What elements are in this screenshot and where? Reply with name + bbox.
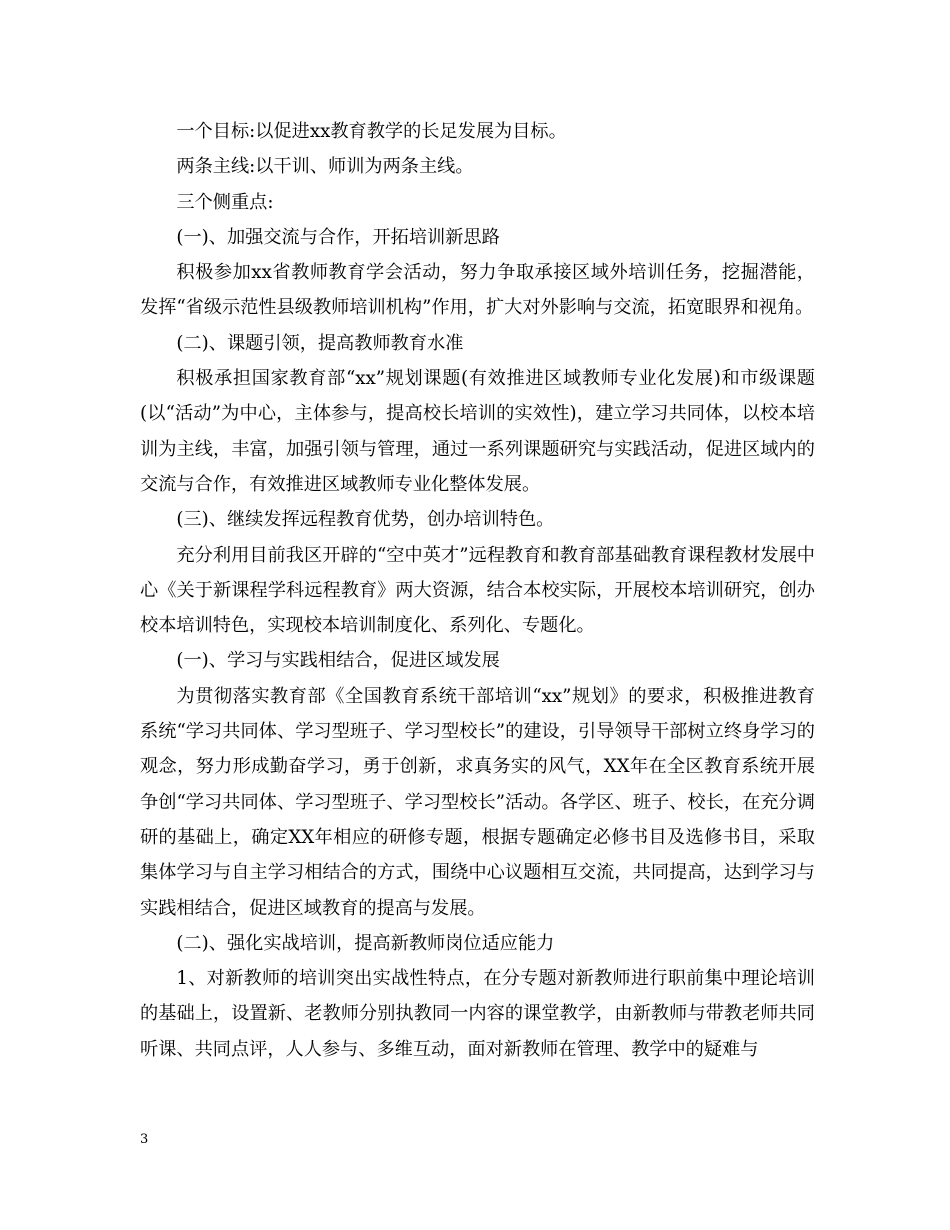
paragraph-section-3-body: 充分利用目前我区开辟的“空中英才”远程教育和教育部基础教育课程教材发展中心《关于新课程学科远程教育》两大资源，结合本校实际，开展校本培训研究，创办校本培训特色，实现校本培训制度化、系列化、专题化。: [140, 544, 815, 637]
paragraph-section-1-body: 积极参加xx省教师教育学会活动，努力争取承接区域外培训任务，挖掘潜能，发挥“省级示范性县级教师培训机构”作用，扩大对外影响与交流，拓宽眼界和视角。: [140, 262, 815, 319]
heading-practical-training: (二)、强化实战培训，提高新教师岗位适应能力: [176, 932, 555, 954]
heading-section-2: (二)、课题引领，提高教师教育水准: [176, 332, 464, 354]
page-number: 3: [140, 1132, 149, 1147]
paragraph-section-2-body: 积极承担国家教育部“xx”规划课题(有效推进区域教师专业化发展)和市级课题(以“活动”为中心，主体参与，提高校长培训的实效性)，建立学习共同体，以校本培训为主线，丰富，加强引领与管理，通过一系列课题研究与实践活动，促进区域内的交流与合作，有效推进区域教师专业化整体发展。: [140, 368, 815, 495]
heading-section-1: (一)、加强交流与合作，开拓培训新思路: [176, 226, 500, 248]
paragraph-main-lines: 两条主线:以干训、师训为两条主线。: [176, 156, 474, 178]
paragraph-goal: 一个目标:以促进xx教育教学的长足发展为目标。: [176, 121, 567, 142]
heading-study-practice: (一)、学习与实践相结合，促进区域发展: [176, 650, 500, 672]
paragraph-study-practice-body: 为贯彻落实教育部《全国教育系统干部培训“xx”规划》的要求，积极推进教育系统“学习共同体、学习型班子、学习型校长”的建设，引导领导干部树立终身学习的观念，努力形成勤奋学习，勇于创新，求真务实的风气，XX年在全区教育系统开展争创“学习共同体、学习型班子、学习型校长”活动。各学区、班子、校长，在充分调研的基础上，确定XX年相应的研修专题，根据专题确定必修书目及选修书目，采取集体学习与自主学习相结合的方式，围绕中心议题相互交流，共同提高，达到学习与实践相结合，促进区域教育的提高与发展。: [140, 685, 815, 919]
paragraph-practical-training-body: 1、对新教师的培训突出实战性特点，在分专题对新教师进行职前集中理论培训的基础上，设置新、老教师分别执教同一内容的课堂教学，由新教师与带教老师共同听课、共同点评，人人参与、多维互动，面对新教师在管理、教学中的疑难与: [140, 968, 815, 1060]
paragraph-focus-points: 三个侧重点:: [176, 191, 274, 213]
document-body: [140, 114, 815, 1067]
heading-section-3: (三)、继续发挥远程教育优势，创办培训特色。: [176, 509, 555, 531]
